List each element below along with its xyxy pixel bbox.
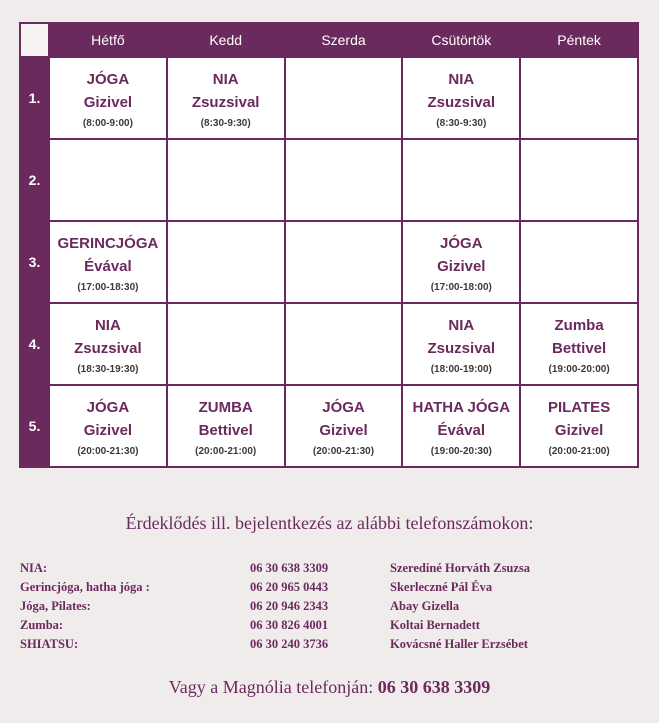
- contact-label: Gerincjóga, hatha jóga :: [20, 580, 150, 594]
- class-teacher: Gizivel: [437, 257, 486, 275]
- class-time: (20:00-21:00): [195, 445, 257, 457]
- contact-phone: 06 20 965 0443: [250, 580, 329, 594]
- contact-phone: 06 30 826 4001: [250, 618, 329, 632]
- schedule-corner-cell: [20, 23, 49, 57]
- row-number: 5.: [20, 385, 49, 467]
- schedule-cell-tuesday: [167, 303, 285, 385]
- contact-name: Skerleczné Pál Éva: [390, 580, 493, 594]
- class-teacher: Zsuzsival: [427, 339, 496, 357]
- class-teacher: Gizivel: [83, 421, 133, 439]
- class-time: (20:00-21:30): [77, 445, 139, 457]
- schedule-cell-monday: [49, 57, 167, 139]
- schedule-cell-monday: [49, 139, 167, 221]
- contact-row: [20, 618, 640, 637]
- schedule-cell-friday: [520, 221, 638, 303]
- class-teacher: Bettivel: [198, 421, 253, 439]
- schedule-header-row: [20, 23, 638, 57]
- class-teacher: Évával: [437, 421, 486, 439]
- schedule-cell-wednesday: [285, 57, 403, 139]
- class-teacher: Évával: [84, 257, 132, 275]
- schedule-cell-wednesday: [285, 303, 403, 385]
- schedule-cell-friday: [520, 385, 638, 467]
- contact-phone: 06 30 638 3309: [250, 561, 329, 575]
- schedule-row: [20, 139, 638, 221]
- day-header-monday: Hétfő: [49, 23, 167, 57]
- schedule-cell-friday: [520, 57, 638, 139]
- schedule-cell-thursday: [402, 57, 520, 139]
- class-title: NIA: [448, 70, 475, 88]
- schedule-cell-monday: [49, 385, 167, 467]
- class-time: (17:00-18:30): [77, 281, 139, 293]
- schedule-cell-wednesday: [285, 221, 403, 303]
- contact-row: [20, 561, 640, 580]
- contact-name: Koltai Bernadett: [390, 618, 480, 632]
- contact-row: [20, 580, 640, 599]
- day-header-tuesday: Kedd: [167, 23, 285, 57]
- schedule-cell-friday: [520, 303, 638, 385]
- row-number: 4.: [20, 303, 49, 385]
- row-number: 1.: [20, 57, 49, 139]
- schedule-row: [20, 221, 638, 303]
- class-title: JÓGA: [86, 398, 130, 416]
- day-header-thursday: Csütörtök: [402, 23, 520, 57]
- class-time: (19:00-20:00): [548, 363, 610, 375]
- row-number: 3.: [20, 221, 49, 303]
- row-number: 2.: [20, 139, 49, 221]
- contact-label: Jóga, Pilates:: [20, 599, 91, 613]
- class-time: (8:00-9:00): [82, 117, 133, 129]
- schedule-cell-tuesday: [167, 139, 285, 221]
- contact-name: Kovácsné Haller Erzsébet: [390, 637, 528, 651]
- schedule-cell-monday: [49, 221, 167, 303]
- contact-label: NIA:: [20, 561, 48, 575]
- schedule-cell-thursday: [402, 139, 520, 221]
- class-time: (20:00-21:00): [548, 445, 610, 457]
- contact-name: Abay Gizella: [390, 599, 460, 613]
- class-teacher: Gizivel: [83, 93, 133, 111]
- class-teacher: Zsuzsival: [427, 93, 496, 111]
- schedule-cell-thursday: [402, 303, 520, 385]
- schedule-cell-wednesday: [285, 139, 403, 221]
- schedule-cell-thursday: [402, 221, 520, 303]
- class-time: (8:30-9:30): [436, 117, 487, 129]
- class-title: NIA: [448, 316, 475, 334]
- day-header-wednesday: Szerda: [285, 23, 403, 57]
- class-title: NIA: [212, 70, 239, 88]
- class-time: (17:00-18:00): [430, 281, 492, 293]
- day-header-friday: Péntek: [520, 23, 638, 57]
- schedule-cell-tuesday: [167, 221, 285, 303]
- class-time: (18:30-19:30): [77, 363, 139, 375]
- class-time: (19:00-20:30): [430, 445, 492, 457]
- schedule-cell-friday: [520, 139, 638, 221]
- class-teacher: Zsuzsival: [74, 339, 142, 357]
- schedule-cell-tuesday: [167, 385, 285, 467]
- contact-phone: 06 30 240 3736: [250, 637, 329, 651]
- class-title: Zumba: [554, 316, 604, 334]
- contact-label: Zumba:: [20, 618, 64, 632]
- schedule-body: [20, 57, 638, 467]
- class-title: NIA: [94, 316, 121, 334]
- class-time: (8:30-9:30): [200, 117, 251, 129]
- class-title: JÓGA: [440, 234, 483, 252]
- class-teacher: Zsuzsival: [191, 93, 260, 111]
- footer-phone: 06 30 638 3309: [377, 677, 491, 697]
- class-teacher: Bettivel: [552, 339, 607, 357]
- schedule-row: [20, 303, 638, 385]
- class-time: (20:00-21:30): [312, 445, 375, 457]
- footer-prefix: Vagy a Magnólia telefonján:: [168, 677, 378, 697]
- contact-heading: Érdeklődés ill. bejelentkezés az alábbi telefonszámokon:: [125, 513, 534, 533]
- schedule-cell-tuesday: [167, 57, 285, 139]
- schedule-row: [20, 57, 638, 139]
- contact-row: [20, 599, 640, 618]
- class-time: (18:00-19:00): [430, 363, 492, 375]
- class-title: JÓGA: [86, 70, 130, 88]
- contact-row: [20, 637, 640, 656]
- class-title: JÓGA: [322, 398, 365, 416]
- contact-phone: 06 20 946 2343: [250, 599, 329, 613]
- footer-line: [0, 677, 659, 698]
- class-teacher: Gizivel: [319, 421, 368, 439]
- contact-list: [20, 561, 640, 656]
- schedule-table: [19, 22, 639, 468]
- class-teacher: Gizivel: [554, 421, 604, 439]
- class-title: PILATES: [547, 398, 611, 416]
- schedule-cell-wednesday: [285, 385, 403, 467]
- contact-label: SHIATSU:: [20, 637, 79, 651]
- class-title: HATHA JÓGA: [412, 398, 511, 416]
- class-title: GERINCJÓGA: [57, 234, 159, 252]
- schedule-cell-thursday: [402, 385, 520, 467]
- schedule-row: [20, 385, 638, 467]
- contact-name: Szerediné Horváth Zsuzsa: [390, 561, 531, 575]
- schedule-cell-monday: [49, 303, 167, 385]
- class-title: ZUMBA: [198, 398, 253, 416]
